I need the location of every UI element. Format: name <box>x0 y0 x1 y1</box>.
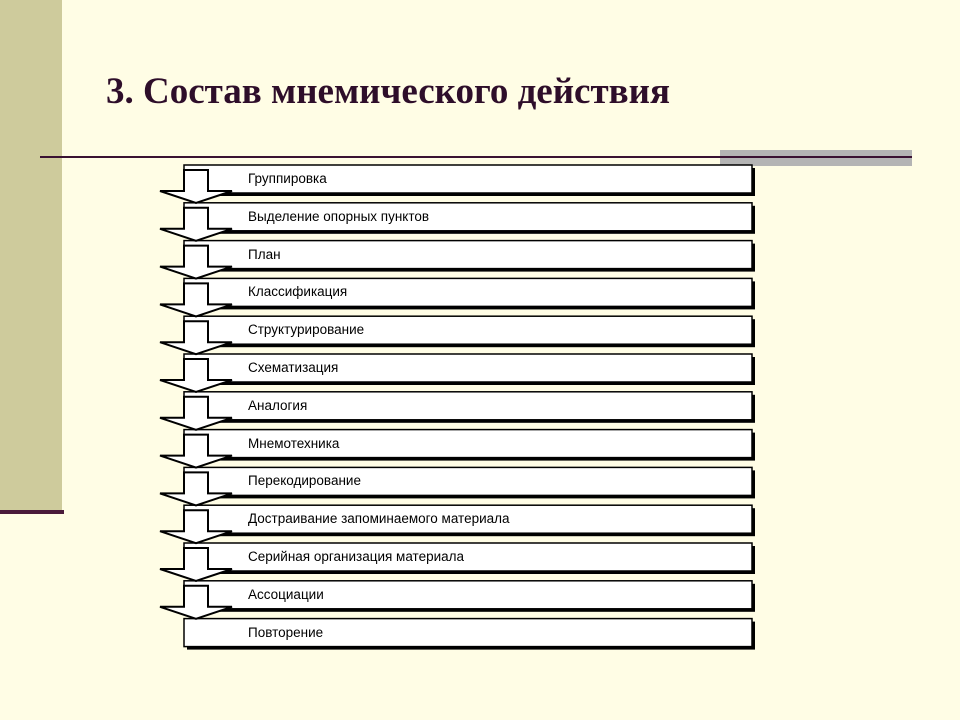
step-label: План <box>248 246 281 262</box>
step-label: Повторение <box>248 624 324 640</box>
slide-title: 3. Состав мнемического действия <box>106 71 670 112</box>
step-label: Ассоциации <box>248 586 324 602</box>
step-label: Классификация <box>248 284 348 300</box>
step-label: Достраивание запоминаемого материала <box>248 511 510 527</box>
step-label: Группировка <box>248 171 327 186</box>
step-label: Выделение опорных пунктов <box>248 208 430 224</box>
step-label: Перекодирование <box>248 473 361 489</box>
step-label: Мнемотехника <box>248 435 340 451</box>
step-label: Аналогия <box>248 397 308 413</box>
step-label: Структурирование <box>248 322 365 338</box>
step-label: Серийная организация материала <box>248 549 465 564</box>
step-label: Схематизация <box>248 360 339 375</box>
